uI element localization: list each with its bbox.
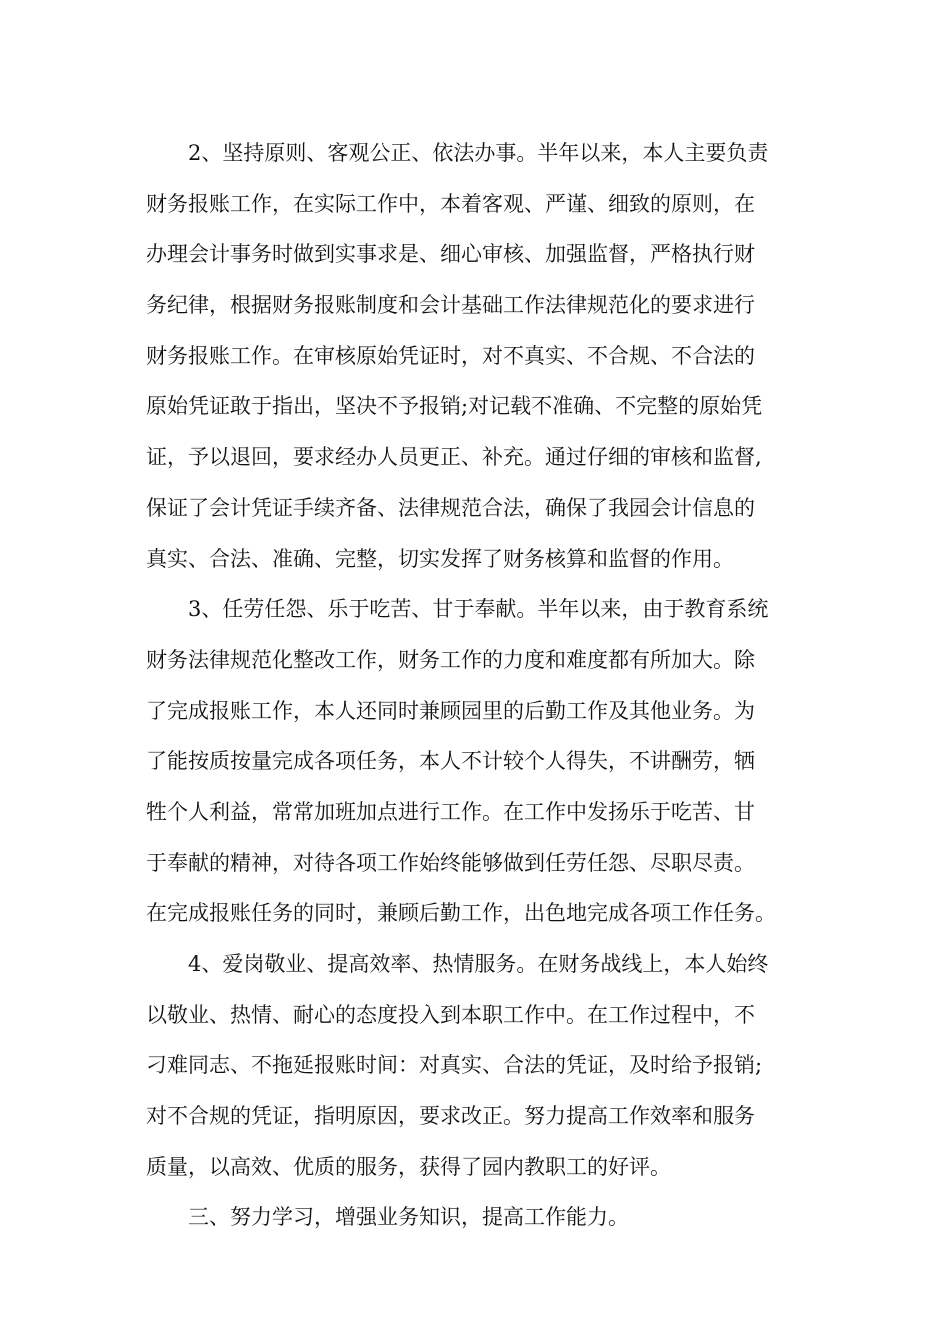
paragraph-4-line-2: 以敬业、热情、耐心的态度投入到本职工作中。在工作过程中，不 bbox=[146, 1002, 755, 1027]
paragraph-3-line-4: 了能按质按量完成各项任务，本人不计较个人得失，不讲酬劳，牺 bbox=[146, 749, 755, 774]
paragraph-3-line-1: 3、任劳任怨、乐于吃苦、甘于奉献。半年以来，由于教育系统 bbox=[188, 597, 769, 622]
paragraph-2-line-7: 证，予以退回，要求经办人员更正、补充。通过仔细的审核和监督, bbox=[146, 445, 762, 470]
paragraph-2-line-5: 财务报账工作。在审核原始凭证时，对不真实、不合规、不合法的 bbox=[146, 343, 755, 368]
paragraph-4-line-1: 4、爱岗敬业、提高效率、热情服务。在财务战线上，本人始终 bbox=[188, 952, 769, 976]
paragraph-3-line-2: 财务法律规范化整改工作，财务工作的力度和难度都有所加大。除 bbox=[146, 647, 755, 672]
paragraph-2-line-2: 财务报账工作，在实际工作中，本着客观、严谨、细致的原则，在 bbox=[146, 191, 755, 216]
paragraph-2-line-8: 保证了会计凭证手续齐备、法律规范合法，确保了我园会计信息的 bbox=[146, 495, 755, 520]
paragraph-4-line-5: 质量，以高效、优质的服务，获得了园内教职工的好评。 bbox=[146, 1154, 671, 1179]
paragraph-3-line-5: 牲个人利益，常常加班加点进行工作。在工作中发扬乐于吃苦、甘 bbox=[146, 799, 755, 824]
document-body bbox=[146, 128, 826, 1243]
paragraph-2-line-3: 办理会计事务时做到实事求是、细心审核、加强监督，严格执行财 bbox=[146, 242, 755, 267]
paragraph-2-line-6: 原始凭证敢于指出，坚决不予报销;对记载不准确、不完整的原始凭 bbox=[146, 394, 763, 419]
paragraph-2-line-9: 真实、合法、准确、完整，切实发挥了财务核算和监督的作用。 bbox=[146, 546, 734, 571]
paragraph-2-line-4: 务纪律，根据财务报账制度和会计基础工作法律规范化的要求进行 bbox=[146, 293, 755, 318]
paragraph-4-line-4: 对不合规的凭证，指明原因，要求改正。努力提高工作效率和服务 bbox=[146, 1104, 755, 1129]
paragraph-2-line-1: 2、坚持原则、客观公正、依法办事。半年以来，本人主要负责 bbox=[188, 141, 769, 165]
paragraph-3-line-3: 了完成报账工作，本人还同时兼顾园里的后勤工作及其他业务。为 bbox=[146, 698, 755, 723]
paragraph-3-line-7: 在完成报账任务的同时，兼顾后勤工作，出色地完成各项工作任务。 bbox=[146, 901, 776, 926]
paragraph-3-line-6: 于奉献的精神，对待各项工作始终能够做到任劳任怨、尽职尽责。 bbox=[146, 850, 755, 875]
paragraph-4-line-3: 刁难同志、不拖延报账时间：对真实、合法的凭证，及时给予报销; bbox=[146, 1053, 763, 1078]
section-heading-3: 三、努力学习，增强业务知识，提高工作能力。 bbox=[188, 1205, 629, 1230]
